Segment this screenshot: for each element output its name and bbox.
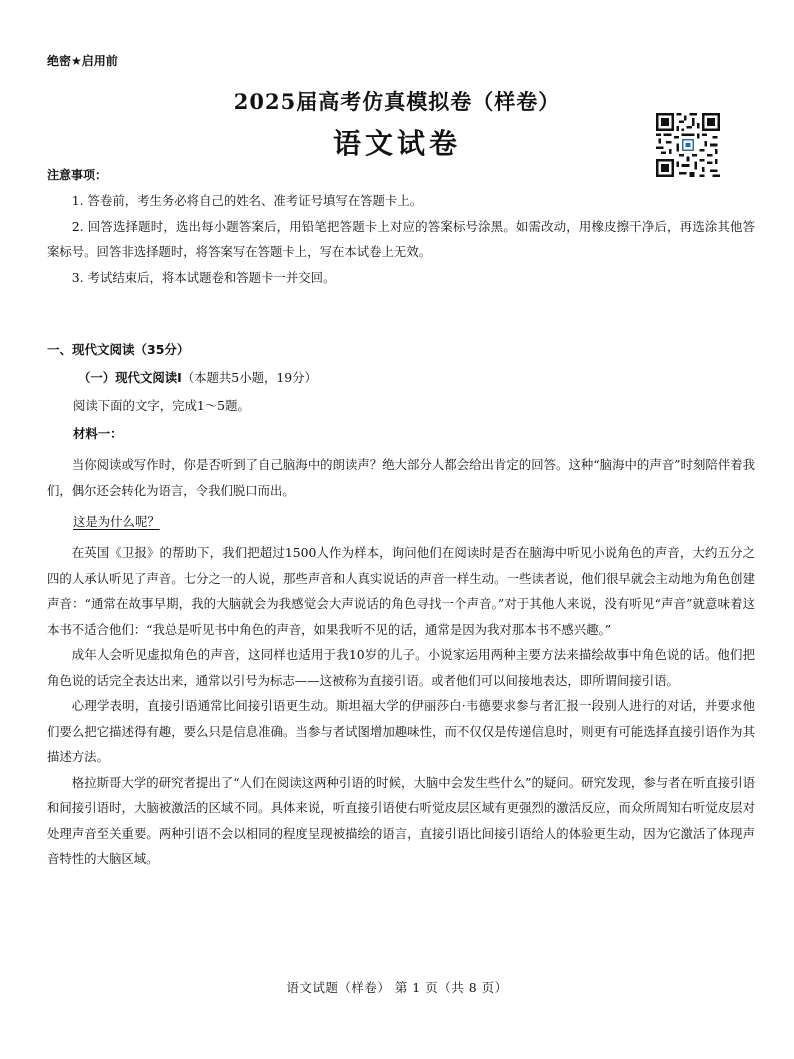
notice-item-2: 2. 回答选择题时，选出每小题答案后，用铅笔把答题卡上对应的答案标号涂黑。如需改动，用橡皮擦干净后，再选涂其他答案标号。回答非选择题时，将答案写在答题卡上，写在本试卷上无效。: [47, 218, 755, 259]
article-paragraph: 心理学表明，直接引语通常比间接引语更生动。斯坦福大学的伊丽莎白·韦德要求参与者汇报一段别人进行的对话，并要求他们要么把它描述得有趣，要么只是信息准确。当参与者试图增加趣味性，而不仅仅是传递信息时，则更有可能选择直接引语作为其描述方法。: [47, 698, 755, 764]
sub-heading: [78, 368, 317, 386]
notice-item-3: 3. 考试结束后，将本试题卷和答题卡一并交回。: [71, 269, 336, 285]
sub-heading-title: （一）现代文阅读Ⅰ: [78, 370, 182, 385]
notice-heading: 注意事项：: [47, 168, 108, 182]
article-intro: [47, 452, 755, 503]
subject-title: 语文试卷: [332, 127, 461, 160]
material-label: 材料一：: [73, 426, 123, 441]
section-heading: 一、现代文阅读（35分）: [47, 342, 190, 357]
article-paragraph: 成年人会听见虚拟角色的声音，这同样也适用于我10岁的儿子。小说家运用两种主要方法来描绘故事中角色说的话。他们把角色说的话完全表达出来，通常以引号为标志——这被称为直接引语。或者他们可以间接地表达，即所谓间接引语。: [47, 647, 755, 688]
article-paragraph: 格拉斯哥大学的研究者提出了“人们在阅读这两种引语的时候，大脑中会发生些什么”的疑问。研究发现，参与者在听直接引语和间接引语时，大脑被激活的区域不同。具体来说，听直接引语使右听觉皮层区域有更强烈的激活反应，而众所周知右听觉皮层对处理声音至关重要。两种引语不会以相同的程度呈现被描绘的语言，直接引语比间接引语给人的体验更生动，因为它激活了体现声音特性的大脑区域。: [47, 774, 755, 866]
question-line: 这是为什么呢？: [73, 514, 160, 529]
sub-heading-note: （本题共5小题，19分）: [181, 370, 317, 385]
notice-item-1: 1. 答卷前，考生务必将自己的姓名、准考证号填写在答题卡上。: [71, 193, 423, 208]
article-body: [47, 540, 755, 872]
reading-instruction: 阅读下面的文字，完成1～5题。: [73, 398, 250, 413]
exam-title: 2025届高考仿真模拟卷（样卷）: [233, 89, 561, 114]
secret-mark: 绝密★启用前: [47, 54, 118, 68]
qr-code-icon: [656, 113, 720, 177]
article-paragraph: 当你阅读或写作时，你是否听到了自己脑海中的朗读声？绝大部分人都会给出肯定的回答。这种“脑海中的声音”时刻陪伴着我们，偶尔还会转化为语言，令我们脱口而出。: [47, 457, 755, 498]
article-paragraph: 在英国《卫报》的帮助下，我们把超过1500人作为样本，询问他们在阅读时是否在脑海中听见小说角色的声音，大约五分之四的人承认听见了声音。七分之一的人说，那些声音和人真实说话的声音一样生动。一些读者说，他们很早就会主动地为角色创建声音：“通常在故事早期，我的大脑就会为我感觉会大声说话的角色寻找一个声音。”对于其他人来说，没有听见“声音”就意味着这本书不适合他们：“我总是听见书中角色的声音，如果我听不见的话，通常是因为我对那本书不感兴趣。”: [47, 545, 755, 637]
page-footer: 语文试题（样卷） 第 1 页（共 8 页）: [286, 980, 508, 995]
notice-list: [47, 188, 755, 290]
